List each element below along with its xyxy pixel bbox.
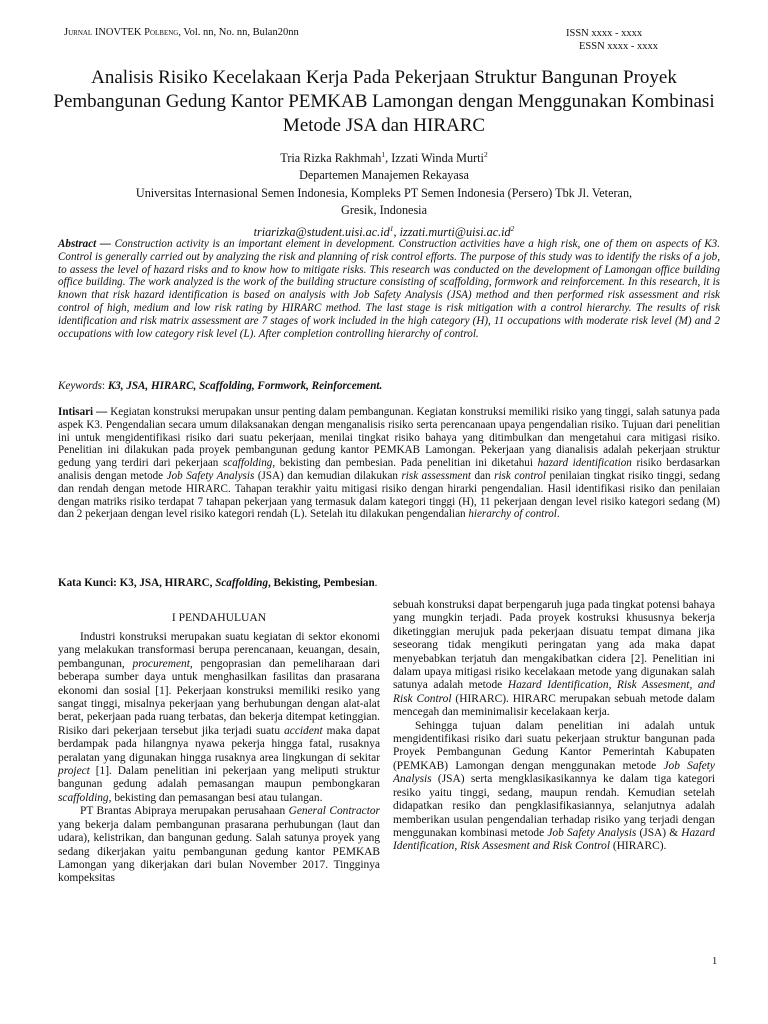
author-names: Tria Rizka Rakhmah$^1$, Izzati Winda Murti$^2$ [280,150,488,166]
author-emails: $triarizka@student.uisi.ac.id^1$, $izzati.murti@uisi.ac.id^2$ [253,223,515,239]
author-block [40,146,728,241]
page-number: 1 [712,956,718,967]
kata-kunci: Kata Kunci: K3, JSA, HIRARC, Scaffolding, Bekisting, Pembesian. [58,577,378,589]
essn-text: ESSN xxxx - xxxx [579,41,659,52]
paper-title: Analisis Risiko Kecelakaan Kerja Pada Pekerjaan Struktur Bangunan Proyek Pembangunan Gedung Kantor PEMKAB Lamongan dengan Menggunakan Kombinasi Metode JSA dan HIRARC [53,67,715,136]
abstract: Abstract — Construction activity is an important element in development. Construction activities have a high risk, one of them on aspects of K3. Control is generally carried out by analyzing the risk and planning of risk control efforts. The purpose of this study was to identify the risks of a job, to assess the level of hazard risks and to know how to mitigate risks. This research was conducted on the development of Lamongan office building office building. The work analyzed is the work of the building structure consisting of scaffolding, formwork and reinforcement. In this research, it is known that risk hazard identification is based on analysis with Job Safety Analysis (JSA) method and then performed risk assessment and risk control of high, medium and low risk rating by HIRARC method. The last stage is risk mitigation with a control hierarchy. The results of risk identification and risk matrix assessment are 7 stages of work included in the high category (H), 11 occupations with moderate risk level (M) and 2 occupations with low category risk level (L). After completion controlling hierarchy of control. [58,238,720,340]
left-column [58,631,380,886]
issn-text: ISSN xxxx - xxxx [566,28,643,39]
paragraph: PT Brantas Abipraya merupakan perusahaan General Contractor yang bekerja dalam pembangunan prasarana perhubungan (laut dan udara), kelistrikan, dan bangunan gedung. Salah satunya proyek yang sedang dikerjakan yaitu pembangunan gedung kantor PEMKAB Lamongan yang dikerjakan dari bulan November 2017. Tingginya kompeksitas [58,805,380,885]
section-heading-pendahuluan: I PENDAHULUAN [171,611,267,624]
intisari-label: Intisari — [58,406,108,418]
department: Departemen Manajemen Rekayasa [299,168,469,183]
affiliation-line-1: Universitas Internasional Semen Indonesia, Kompleks PT Semen Indonesia (Persero) Tbk Jl. Veteran, [135,185,633,200]
intisari: Intisari — Kegiatan konstruksi merupakan unsur penting dalam pembangunan. Kegiatan konstruksi memiliki risiko yang tinggi, salah satunya pada aspek K3. Pengendalian secara umum dilaksanakan dengan menganalisis risiko serta perencanaan upaya pengendalian risiko. Tujuan dari penelitian ini untuk mengidentifikasi risiko dari suatu pekerjaan, menilai tingkat risiko bahaya yang ditimbulkan dan mengetahui cara mitigasi risiko. Penelitian ini dilakukan pada proyek pembangunan gedung kantor PEMKAB Lamongan. Pekerjaan yang dianalisis adalah pekerjaan struktur gedung yang terdiri dari pekerjaan scaffolding, bekisting dan pembesian. Pada penelitian ini diketahui hazard identification risiko berdasarkan analisis dengan metode Job Safety Analysis (JSA) dan kemudian dilakukan risk assessment dan risk control penilaian tingkat risiko tinggi, sedang dan rendah dengan metode HIRARC. Tahapan terakhir yaitu mitigasi risiko dengan hirarki pengendalian. Hasil identifikasi risiko dan penilaian dengan matriks risiko terdapat 7 tahapan pekerjaan yang termasuk dalam kategori tinggi (H), 11 pekerjaan dengan level risiko kategori sedang (M) dan 2 pekerjaan dengan level risiko kategori rendah (L). Setelah itu dilakukan pengendalian hierarchy of control. [58,406,721,521]
abstract-label: Abstract — [58,238,111,250]
paragraph: Industri konstruksi merupakan suatu kegiatan di sektor ekonomi yang melakukan transformasi berupa perencanaan, keuangan, desain, pembangunan, procurement, pengoprasian dan pemeliharaan dari beberapa sumber daya untuk menghasilkan fasilitas dan prasarana ekonomi dan sosial [1]. Pekerjaan konstruksi memiliki resiko yang sangat tinggi, misalnya pekerjaan yang berhubungan dengan alat-alat berat, pekerjaan pada ruang terbatas, dan bekerja ditempat ketinggian. Risiko dari pekerjaan tersebut jika terjadi suatu accident maka dapat berdampak pada hilangnya nyawa pekerja hingga fatal, rusaknya peralatan yang digunakan hingga rusaknya area lingkungan di sekitar project [1]. Dalam penelitian ini pekerjaan yang meliputi struktur bangunan gedung adalah pemasangan maupun pembongkaran scaffolding, bekisting dan pemasangan besi atau tulangan. [58,631,381,804]
keywords: Keywords: K3, JSA, HIRARC, Scaffolding, Formwork, Reinforcement. [58,380,383,392]
running-header-issn [566,27,658,53]
email-link-1[interactable]: triarizka@student.uisi.ac.id [253,224,390,239]
email-link-2[interactable]: izzati.murti@uisi.ac.id [399,224,511,239]
paragraph: sebuah konstruksi dapat berpengaruh juga pada tingkat potensi bahaya yang mungkin terjadi. Pada proyek kostruksi khususnya bekerja diketinggian merujuk pada pekerjaan disuatu tempat dimana jika seseorang tidak mengikuti peringatan yang ada maka dapat menyebabkan terjatuh dan mengakibatkan cidera [2]. Penelitian ini dalam upaya mitigasi risiko kecelakaan metode yang digunakan salah satunya adalah metode Hazard Identification, Risk Assesment, and Risk Control (HIRARC). HIRARC merupakan sebuah metode dalam mencegah dan meminimalisir kecelakaan kerja. [393,599,715,719]
running-header-journal: Jurnal INOVTEK Polbeng, Vol. nn, No. nn, Bulan20nn [64,27,299,38]
affiliation-line-2: Gresik, Indonesia [341,203,427,218]
paragraph: Sehingga tujuan dalam penelitian ini adalah untuk mengidentifikasi risiko dari suatu pekerjaan struktur bangunan pada Proyek Pembangunan Gedung Kantor Pemerintah Kabupaten (PEMKAB) Lamongan dengan menggunakan metode Job Safety Analysis (JSA) serta mengklasikasikannya ke dalam tiga kategori resiko yaitu tinggi, sedang, maupun rendah. Kemudian setelah didapatkan resiko dan pengklasifikasiannya, selanjutnya adalah memberikan usulan pengendalian terhadap risiko yang terjadi dengan menggunakan kombinasi metode Job Safety Analysis (JSA) & Hazard Identification, Risk Assesment and Risk Control (HIRARC). [393,719,715,853]
right-column [393,599,715,854]
